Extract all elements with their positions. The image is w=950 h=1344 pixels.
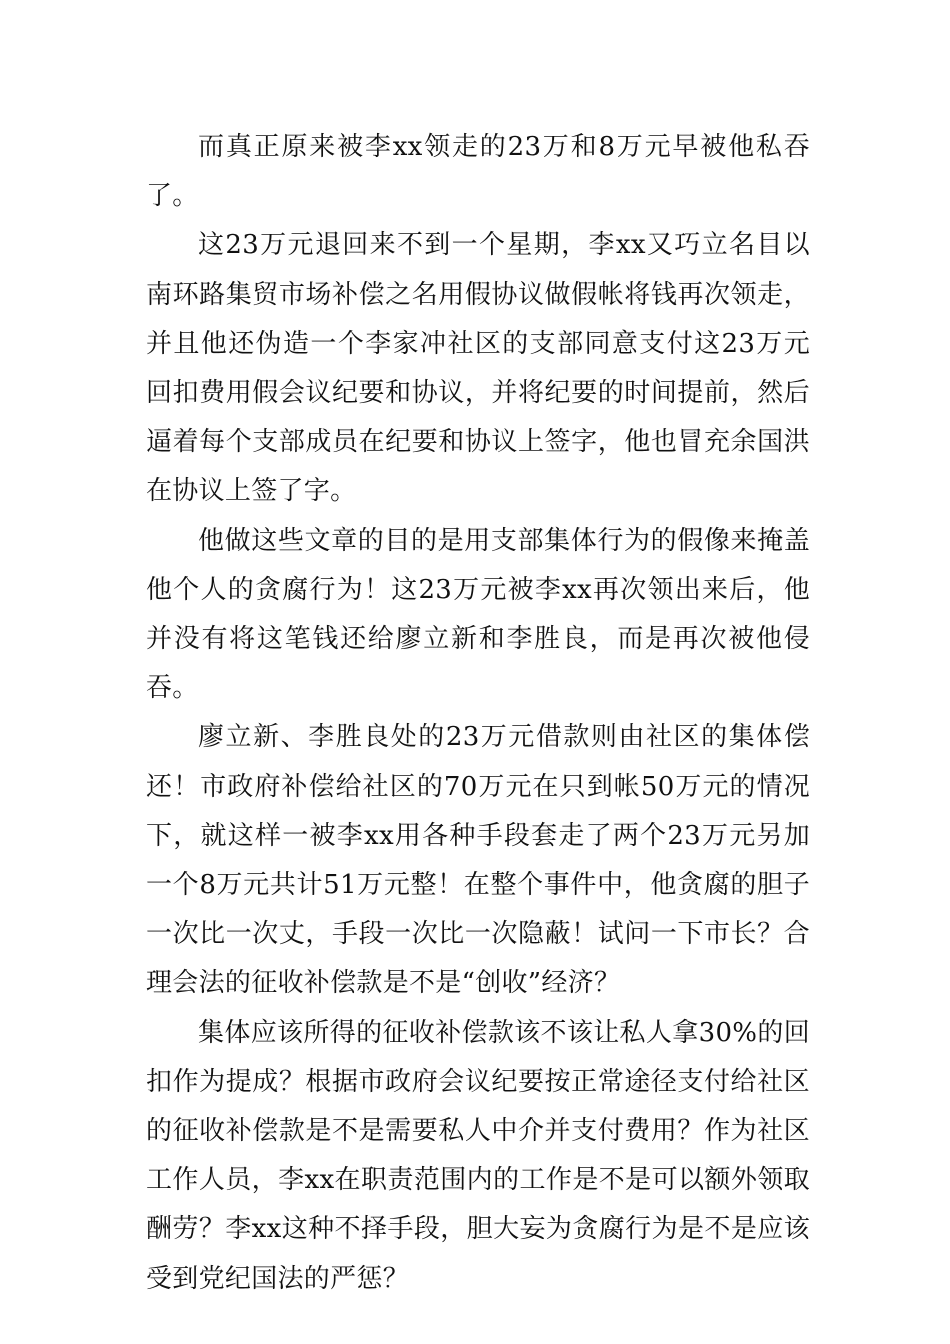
document-body xyxy=(146,123,810,1304)
paragraph-4: 廖立新、李胜良处的23万元借款则由社区的集体偿还！市政府补偿给社区的70万元在只到帐50万元的情况下，就这样一被李xx用各种手段套走了两个23万元另加一个8万元共计51万元整！在整个事件中，他贪腐的胆子一次比一次丈，手段一次比一次隐蔽！试问一下市长？合理会法的征收补偿款是不是“创收”经济？ xyxy=(146,722,810,999)
paragraph-1: 而真正原来被李xx领走的23万和8万元早被他私吞了。 xyxy=(146,132,810,212)
paragraph-3: 他做这些文章的目的是用支部集体行为的假像来掩盖他个人的贪腐行为！这23万元被李xx再次领出来后，他并没有将这笔钱还给廖立新和李胜良，而是再次被他侵吞。 xyxy=(146,525,810,704)
paragraph-5: 集体应该所得的征收补偿款该不该让私人拿30%的回扣作为提成？根据市政府会议纪要按正常途径支付给社区的征收补偿款是不是需要私人中介并支付费用？作为社区工作人员，李xx在职责范围内的工作是不是可以额外领取酬劳？李xx这种不择手段，胆大妄为贪腐行为是不是应该受到党纪国法的严惩？ xyxy=(146,1017,810,1294)
paragraph-2: 这23万元退回来不到一个星期，李xx又巧立名目以南环路集贸市场补偿之名用假协议做假帐将钱再次领走，并且他还伪造一个李家冲社区的支部同意支付这23万元回扣费用假会议纪要和协议，并将纪要的时间提前，然后逼着每个支部成员在纪要和协议上签字，他也冒充余国洪在协议上签了字。 xyxy=(146,230,810,507)
